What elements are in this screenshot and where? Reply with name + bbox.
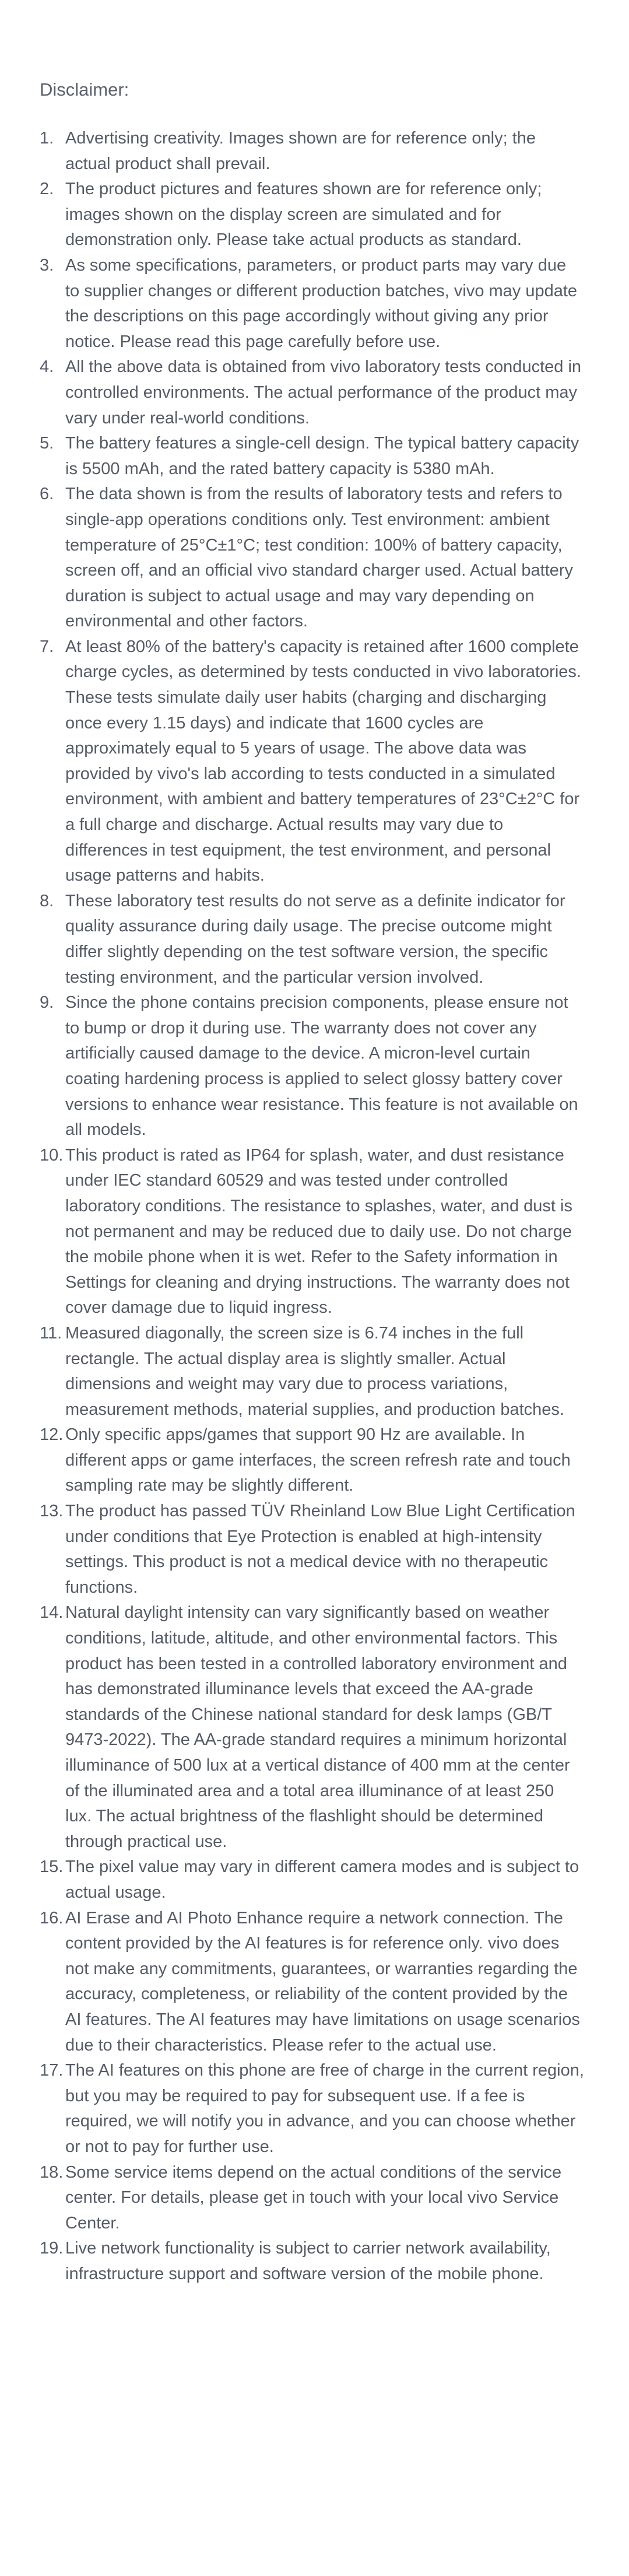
item-number: 9. xyxy=(40,993,54,1012)
item-number: 13. xyxy=(40,1502,64,1521)
item-number: 15. xyxy=(40,1857,64,1877)
item-number: 5. xyxy=(40,434,54,453)
item-number: 4. xyxy=(40,358,54,377)
disclaimer-item xyxy=(40,253,585,355)
disclaimer-item xyxy=(40,990,585,1143)
item-text: Some service items depend on the actual conditions of the service center. For details, please get in touch with your local vivo Service Center. xyxy=(65,2163,562,2232)
item-number: 17. xyxy=(40,2061,64,2080)
disclaimer-section xyxy=(40,77,585,2287)
disclaimer-title: Disclaimer: xyxy=(40,79,129,100)
disclaimer-item xyxy=(40,1422,585,1499)
item-number: 8. xyxy=(40,891,54,910)
item-number: 11. xyxy=(40,1323,62,1343)
item-text: Since the phone contains precision components, please ensure not to bump or drop it during use. The warranty does not cover any artificially caused damage to the device. A micron-level curtain coating hardening process is applied to select glossy battery cover versions to enhance wear resistance. This feature is not available on all models. xyxy=(65,993,578,1140)
item-text: The battery features a single-cell design. The typical battery capacity is 5500 mAh, and the rated battery capacity is 5380 mAh. xyxy=(65,434,579,478)
item-number: 6. xyxy=(40,485,54,504)
item-number: 19. xyxy=(40,2239,64,2258)
item-number: 14. xyxy=(40,1603,64,1622)
item-text: The data shown is from the results of laboratory tests and refers to single-app operations conditions only. Test environment: ambient temperature of 25°C±1°C; test condition: 100% of battery capacity, screen off, and an official vivo standard charger used. Actual battery duration is subject to actual usage and may vary depending on environmental and other factors. xyxy=(65,485,574,631)
item-text: The product has passed TÜV Rheinland Low Blue Light Certification under conditions that Eye Protection is enabled at high-intensity settings. This product is not a medical device with no therapeutic functions. xyxy=(65,1502,575,1597)
disclaimer-item xyxy=(40,177,585,253)
disclaimer-item xyxy=(40,482,585,635)
disclaimer-item xyxy=(40,2236,585,2287)
disclaimer-item xyxy=(40,1600,585,1855)
item-number: 2. xyxy=(40,180,54,199)
item-text: At least 80% of the battery's capacity is retained after 1600 complete charge cycles, as determined by tests conducted in vivo laboratories. These tests simulate daily user habits (charging and discharging once every 1.15 days) and indicate that 1600 cycles are approximately equal to 5 years of usage. The above data was provided by vivo's lab according to tests conducted in a simulated environment, with ambient and battery temperatures of 23°C±2°C for a full charge and discharge. Actual results may vary due to differences in test equipment, the test environment, and personal usage patterns and habits. xyxy=(65,637,581,885)
item-number: 18. xyxy=(40,2163,64,2182)
disclaimer-list xyxy=(40,126,585,2287)
disclaimer-item xyxy=(40,1499,585,1600)
disclaimer-item xyxy=(40,635,585,889)
disclaimer-item xyxy=(40,1906,585,2059)
item-number: 1. xyxy=(40,129,54,148)
item-number: 10. xyxy=(40,1145,64,1165)
disclaimer-item xyxy=(40,1143,585,1321)
disclaimer-item xyxy=(40,1321,585,1422)
item-text: The product pictures and features shown are for reference only; images shown on the display screen are simulated and for demonstration only. Please take actual products as standard. xyxy=(65,180,542,250)
item-text: This product is rated as IP64 for splash, water, and dust resistance under IEC standard 60529 and was tested under controlled laboratory conditions. The resistance to splashes, water, and dust is not permanent and may be reduced due to daily use. Do not charge the mobile phone when it is wet. Refer to the Safety information in Settings for cleaning and drying instructions. The warranty does not cover damage due to liquid ingress. xyxy=(65,1145,572,1317)
item-text: Natural daylight intensity can vary significantly based on weather conditions, latitude, altitude, and other environmental factors. This product has been tested in a controlled laboratory environment and has demonstrated illuminance levels that exceed the AA-grade standards of the Chinese national standard for desk lamps (GB/T 9473-2022). The AA-grade standard requires a minimum horizontal illuminance of 500 lux at a vertical distance of 400 mm at the center of the illuminated area and a total area illuminance of at least 250 lux. The actual brightness of the flashlight should be determined through practical use. xyxy=(65,1603,570,1851)
disclaimer-item xyxy=(40,355,585,431)
disclaimer-item xyxy=(40,2160,585,2237)
item-text: These laboratory test results do not serve as a definite indicator for quality assurance during daily usage. The precise outcome might differ slightly depending on the test software version, the specific testing environment, and the particular version involved. xyxy=(65,891,565,987)
item-text: Advertising creativity. Images shown are for reference only; the actual product shall prevail. xyxy=(65,129,536,173)
item-number: 7. xyxy=(40,637,54,656)
disclaimer-item xyxy=(40,126,585,177)
item-text: The AI features on this phone are free of charge in the current region, but you may be required to pay for subsequent use. If a fee is required, we will notify you in advance, and you can choose whether or not to pay for further use. xyxy=(65,2061,584,2156)
disclaimer-item xyxy=(40,1855,585,1905)
disclaimer-item xyxy=(40,431,585,482)
item-number: 16. xyxy=(40,1908,64,1927)
item-text: The pixel value may vary in different camera modes and is subject to actual usage. xyxy=(65,1857,579,1902)
item-text: Measured diagonally, the screen size is 6.74 inches in the full rectangle. The actual display area is slightly smaller. Actual dimensions and weight may vary due to process variations, measurement methods, material supplies, and production batches. xyxy=(65,1323,564,1419)
disclaimer-item xyxy=(40,889,585,990)
item-text: Only specific apps/games that support 90 Hz are available. In different apps or game interfaces, the screen refresh rate and touch sampling rate may be slightly different. xyxy=(65,1425,571,1495)
disclaimer-item xyxy=(40,2058,585,2160)
item-number: 12. xyxy=(40,1425,64,1445)
item-text: All the above data is obtained from vivo laboratory tests conducted in controlled environments. The actual performance of the product may vary under real-world conditions. xyxy=(65,358,582,427)
item-number: 3. xyxy=(40,255,54,275)
item-text: AI Erase and AI Photo Enhance require a network connection. The content provided by the AI features is for reference only. vivo does not make any commitments, guarantees, or warranties regarding the accuracy, completeness, or reliability of the content provided by the AI features. The AI features may have limitations on usage scenarios due to their characteristics. Please refer to the actual use. xyxy=(65,1908,580,2055)
item-text: Live network functionality is subject to carrier network availability, infrastructure support and software version of the mobile phone. xyxy=(65,2239,551,2283)
item-text: As some specifications, parameters, or product parts may vary due to supplier changes or different production batches, vivo may update the descriptions on this page accordingly without giving any prior notice. Please read this page carefully before use. xyxy=(65,255,578,351)
